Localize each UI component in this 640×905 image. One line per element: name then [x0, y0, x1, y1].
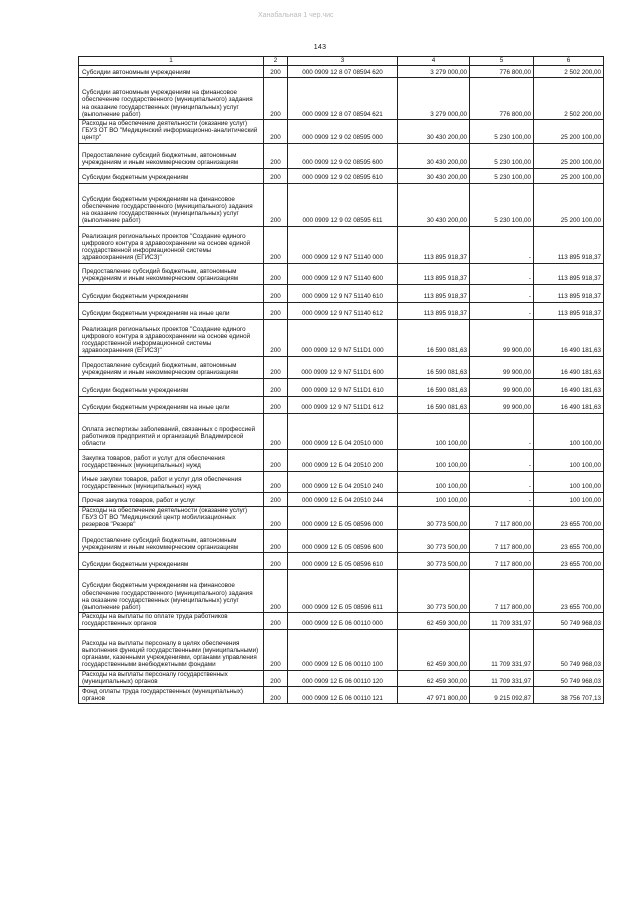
cell-v6: 23 655 700,00	[534, 570, 604, 613]
cell-code: 000 0909 12 Б 05 08596 000	[288, 506, 398, 530]
cell-code: 000 0909 12 Б 05 08596 600	[288, 530, 398, 553]
cell-v5: 7 117 800,00	[470, 570, 534, 613]
cell-code: 000 0909 12 9 02 08595 000	[288, 120, 398, 144]
cell-v4: 100 100,00	[398, 449, 470, 471]
cell-name: Фонд оплаты труда государственных (муниципальных) органов	[79, 687, 264, 704]
cell-v6: 23 655 700,00	[534, 506, 604, 530]
cell-code: 000 0909 12 9 N7 511D1 612	[288, 396, 398, 413]
cell-v4: 16 590 081,63	[398, 319, 470, 356]
cell-v5: -	[470, 263, 534, 284]
cell-mgr: 200	[264, 143, 288, 168]
cell-name: Предоставление субсидий бюджетным, автономным учреждениям и иным некоммерческим организациям	[79, 356, 264, 378]
table-row	[79, 670, 604, 686]
table-row	[79, 530, 604, 553]
cell-v4: 113 895 918,37	[398, 302, 470, 319]
table-row	[79, 319, 604, 356]
table-row	[79, 570, 604, 613]
header-scribble: Ханабальная 1 чер.чис	[258, 12, 334, 19]
cell-name: Субсидии бюджетным учреждениям	[79, 168, 264, 183]
table-row	[79, 396, 604, 413]
cell-v6: 25 200 100,00	[534, 183, 604, 226]
cell-v4: 3 279 000,00	[398, 78, 470, 120]
cell-v4: 30 430 200,00	[398, 143, 470, 168]
cell-v6: 100 100,00	[534, 413, 604, 449]
cell-name: Расходы на обеспечение деятельности (оказание услуг) ГБУЗ ОТ ВО "Медицинский информационно-аналитический центр"	[79, 120, 264, 144]
cell-v6: 50 749 968,03	[534, 670, 604, 686]
column-header: 5	[470, 57, 534, 66]
cell-v5: -	[470, 471, 534, 492]
cell-name: Предоставление субсидий бюджетным, автономным учреждениям и иным некоммерческим организациям	[79, 530, 264, 553]
cell-name: Субсидии бюджетным учреждениям на финансовое обеспечение государственного (муниципального) задания на оказание государственных (муниципальных) услуг (выполнение работ)	[79, 183, 264, 226]
cell-mgr: 200	[264, 629, 288, 670]
cell-mgr: 200	[264, 530, 288, 553]
cell-name: Субсидии бюджетным учреждениям на иные цели	[79, 396, 264, 413]
cell-code: 000 0909 12 9 N7 51140 600	[288, 263, 398, 284]
table-row	[79, 506, 604, 530]
cell-v5: 776 800,00	[470, 66, 534, 78]
cell-mgr: 200	[264, 263, 288, 284]
cell-mgr: 200	[264, 302, 288, 319]
cell-code: 000 0909 12 8 07 08594 620	[288, 66, 398, 78]
cell-name: Расходы на выплаты по оплате труда работников государственных органов	[79, 613, 264, 629]
cell-v4: 100 100,00	[398, 413, 470, 449]
table-row	[79, 143, 604, 168]
cell-v4: 113 895 918,37	[398, 263, 470, 284]
cell-name: Предоставление субсидий бюджетным, автономным учреждениям и иным некоммерческим организациям	[79, 143, 264, 168]
table-row	[79, 284, 604, 302]
cell-code: 000 0909 12 Б 05 08596 610	[288, 553, 398, 570]
cell-v5: -	[470, 413, 534, 449]
table-row	[79, 687, 604, 704]
cell-name: Расходы на выплаты персоналу государственных (муниципальных) органов	[79, 670, 264, 686]
cell-mgr: 200	[264, 284, 288, 302]
cell-mgr: 200	[264, 120, 288, 144]
cell-v4: 100 100,00	[398, 471, 470, 492]
cell-v5: 7 117 800,00	[470, 506, 534, 530]
cell-v4: 100 100,00	[398, 492, 470, 506]
cell-v6: 100 100,00	[534, 449, 604, 471]
cell-v5: 7 117 800,00	[470, 530, 534, 553]
cell-mgr: 200	[264, 356, 288, 378]
cell-mgr: 200	[264, 78, 288, 120]
cell-v6: 16 490 181,63	[534, 356, 604, 378]
cell-v5: 99 900,00	[470, 356, 534, 378]
cell-code: 000 0909 12 9 N7 511D1 000	[288, 319, 398, 356]
column-number-row	[79, 57, 604, 66]
table-row	[79, 629, 604, 670]
cell-v5: 11 709 331,97	[470, 629, 534, 670]
cell-mgr: 200	[264, 183, 288, 226]
cell-v5: -	[470, 284, 534, 302]
cell-v4: 3 279 000,00	[398, 66, 470, 78]
cell-v6: 2 502 200,00	[534, 78, 604, 120]
cell-name: Предоставление субсидий бюджетным, автономным учреждениям и иным некоммерческим организациям	[79, 263, 264, 284]
cell-v4: 16 590 081,63	[398, 356, 470, 378]
table-row	[79, 226, 604, 263]
cell-name: Субсидии бюджетным учреждениям	[79, 378, 264, 396]
cell-v6: 16 490 181,63	[534, 319, 604, 356]
cell-name: Иные закупки товаров, работ и услуг для обеспечения государственных (муниципальных) нужд	[79, 471, 264, 492]
cell-name: Субсидии бюджетным учреждениям на финансовое обеспечение государственного (муниципального) задания на оказание государственных (муниципальных) услуг (выполнение работ)	[79, 570, 264, 613]
cell-v6: 113 895 918,37	[534, 226, 604, 263]
cell-mgr: 200	[264, 687, 288, 704]
column-header: 4	[398, 57, 470, 66]
cell-name: Субсидии бюджетным учреждениям на иные цели	[79, 302, 264, 319]
cell-v6: 50 749 968,03	[534, 613, 604, 629]
cell-code: 000 0909 12 Б 04 20510 000	[288, 413, 398, 449]
cell-code: 000 0909 12 Б 04 20510 240	[288, 471, 398, 492]
cell-name: Субсидии бюджетным учреждениям	[79, 284, 264, 302]
cell-v4: 47 971 800,00	[398, 687, 470, 704]
table-row	[79, 183, 604, 226]
cell-v4: 62 459 300,00	[398, 613, 470, 629]
cell-name: Расходы на обеспечение деятельности (оказание услуг) ГБУЗ ОТ ВО "Медицинский центр мобилизационных резервов "Резерв"	[79, 506, 264, 530]
cell-code: 000 0909 12 9 02 08595 600	[288, 143, 398, 168]
cell-code: 000 0909 12 9 N7 51140 610	[288, 284, 398, 302]
cell-v4: 30 773 500,00	[398, 553, 470, 570]
cell-v4: 113 895 918,37	[398, 226, 470, 263]
cell-v6: 25 200 100,00	[534, 143, 604, 168]
cell-name: Реализация региональных проектов "Создание единого цифрового контура в здравоохранении на основе единой государственной информационной системы здравоохранения (ЕГИСЗ)"	[79, 319, 264, 356]
column-header: 3	[288, 57, 398, 66]
cell-mgr: 200	[264, 66, 288, 78]
table-row	[79, 78, 604, 120]
cell-v6: 50 749 968,03	[534, 629, 604, 670]
page-number: 143	[313, 44, 327, 51]
cell-code: 000 0909 12 9 N7 51140 000	[288, 226, 398, 263]
cell-v5: 776 800,00	[470, 78, 534, 120]
cell-v5: 99 900,00	[470, 319, 534, 356]
cell-v4: 16 590 081,63	[398, 378, 470, 396]
cell-v5: 7 117 800,00	[470, 553, 534, 570]
cell-v6: 23 655 700,00	[534, 530, 604, 553]
cell-name: Субсидии бюджетным учреждениям	[79, 553, 264, 570]
cell-v5: 9 215 092,87	[470, 687, 534, 704]
cell-mgr: 200	[264, 506, 288, 530]
cell-name: Субсидии автономным учреждениям	[79, 66, 264, 78]
cell-code: 000 0909 12 Б 04 20510 244	[288, 492, 398, 506]
cell-v5: 5 230 100,00	[470, 183, 534, 226]
cell-v4: 113 895 918,37	[398, 284, 470, 302]
cell-v4: 30 430 200,00	[398, 120, 470, 144]
cell-v6: 23 655 700,00	[534, 553, 604, 570]
cell-code: 000 0909 12 Б 05 08596 611	[288, 570, 398, 613]
cell-mgr: 200	[264, 396, 288, 413]
cell-code: 000 0909 12 Б 06 00110 121	[288, 687, 398, 704]
cell-code: 000 0909 12 Б 06 00110 000	[288, 613, 398, 629]
cell-code: 000 0909 12 Б 06 00110 120	[288, 670, 398, 686]
cell-mgr: 200	[264, 226, 288, 263]
cell-code: 000 0909 12 Б 06 00110 100	[288, 629, 398, 670]
cell-mgr: 200	[264, 553, 288, 570]
cell-name: Расходы на выплаты персоналу в целях обеспечения выполнения функций государственными (муниципальными) органами, казенными учреждениями, органами управления государственными внебюджетными фондами	[79, 629, 264, 670]
cell-v6: 38 756 707,13	[534, 687, 604, 704]
cell-v4: 30 773 500,00	[398, 506, 470, 530]
cell-v4: 62 459 300,00	[398, 670, 470, 686]
cell-v5: 11 709 331,97	[470, 670, 534, 686]
cell-code: 000 0909 12 Б 04 20510 200	[288, 449, 398, 471]
table-row	[79, 492, 604, 506]
table-row	[79, 302, 604, 319]
cell-v5: -	[470, 302, 534, 319]
cell-v5: 5 230 100,00	[470, 143, 534, 168]
cell-mgr: 200	[264, 492, 288, 506]
cell-v5: -	[470, 226, 534, 263]
table-row	[79, 471, 604, 492]
cell-mgr: 200	[264, 413, 288, 449]
cell-v6: 113 895 918,37	[534, 263, 604, 284]
cell-v6: 16 490 181,63	[534, 396, 604, 413]
cell-mgr: 200	[264, 670, 288, 686]
cell-code: 000 0909 12 9 N7 511D1 600	[288, 356, 398, 378]
cell-name: Закупка товаров, работ и услуг для обеспечения государственных (муниципальных) нужд	[79, 449, 264, 471]
cell-mgr: 200	[264, 319, 288, 356]
cell-v5: 11 709 331,97	[470, 613, 534, 629]
table-row	[79, 168, 604, 183]
cell-v6: 100 100,00	[534, 492, 604, 506]
cell-v5: 5 230 100,00	[470, 168, 534, 183]
table-row	[79, 553, 604, 570]
table-row	[79, 413, 604, 449]
column-header: 2	[264, 57, 288, 66]
cell-v6: 25 200 100,00	[534, 168, 604, 183]
cell-v6: 25 200 100,00	[534, 120, 604, 144]
cell-v5: 99 900,00	[470, 396, 534, 413]
table-row	[79, 120, 604, 144]
cell-v4: 30 430 200,00	[398, 168, 470, 183]
cell-mgr: 200	[264, 613, 288, 629]
cell-name: Прочая закупка товаров, работ и услуг	[79, 492, 264, 506]
cell-v6: 16 490 181,63	[534, 378, 604, 396]
table-row	[79, 66, 604, 78]
cell-name: Реализация региональных проектов "Создание единого цифрового контура в здравоохранении на основе единой государственной информационной системы здравоохранения (ЕГИСЗ)"	[79, 226, 264, 263]
cell-name: Оплата экспертизы заболеваний, связанных с профессией работников предприятий и организаций Владимирской области	[79, 413, 264, 449]
cell-mgr: 200	[264, 168, 288, 183]
cell-mgr: 200	[264, 449, 288, 471]
cell-code: 000 0909 12 9 N7 511D1 610	[288, 378, 398, 396]
cell-v4: 62 459 300,00	[398, 629, 470, 670]
cell-v5: 99 900,00	[470, 378, 534, 396]
cell-code: 000 0909 12 9 N7 51140 612	[288, 302, 398, 319]
cell-name: Субсидии автономным учреждениям на финансовое обеспечение государственного (муниципального) задания на оказание государственных (муниципальных) услуг (выполнение работ)	[79, 78, 264, 120]
cell-code: 000 0909 12 8 07 08594 621	[288, 78, 398, 120]
table-row	[79, 613, 604, 629]
cell-v6: 100 100,00	[534, 471, 604, 492]
cell-v5: -	[470, 449, 534, 471]
cell-v5: 5 230 100,00	[470, 120, 534, 144]
table-row	[79, 263, 604, 284]
column-header: 6	[534, 57, 604, 66]
cell-mgr: 200	[264, 378, 288, 396]
table-row	[79, 356, 604, 378]
cell-mgr: 200	[264, 471, 288, 492]
table-row	[79, 449, 604, 471]
cell-code: 000 0909 12 9 02 08595 610	[288, 168, 398, 183]
column-header: 1	[79, 57, 264, 66]
table-row	[79, 378, 604, 396]
cell-mgr: 200	[264, 570, 288, 613]
cell-v4: 30 773 500,00	[398, 570, 470, 613]
budget-table	[78, 56, 604, 704]
cell-v4: 30 773 500,00	[398, 530, 470, 553]
cell-v6: 113 895 918,37	[534, 302, 604, 319]
cell-v6: 113 895 918,37	[534, 284, 604, 302]
cell-code: 000 0909 12 9 02 08595 611	[288, 183, 398, 226]
cell-v6: 2 502 200,00	[534, 66, 604, 78]
table-body	[79, 66, 604, 704]
cell-v4: 30 430 200,00	[398, 183, 470, 226]
cell-v5: -	[470, 492, 534, 506]
cell-v4: 16 590 081,63	[398, 396, 470, 413]
